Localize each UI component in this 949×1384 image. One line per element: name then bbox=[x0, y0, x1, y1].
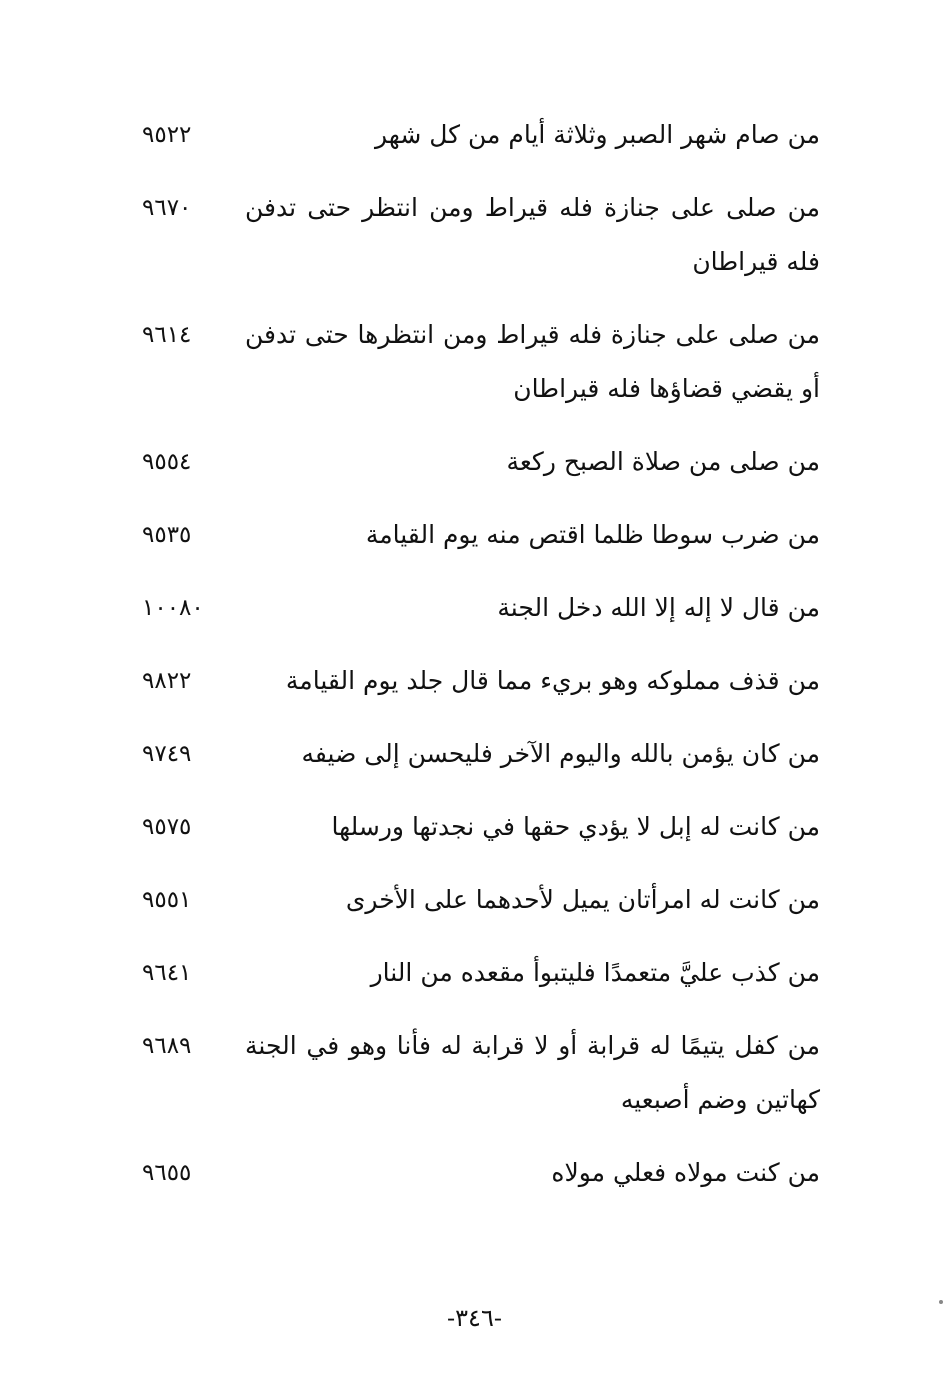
hadith-text: من كانت له إبل لا يؤدي حقها في نجدتها ورسلها bbox=[331, 812, 820, 841]
index-entry bbox=[130, 873, 820, 927]
index-entry bbox=[130, 508, 820, 562]
hadith-text: من كذب عليَّ متعمدًا فليتبوأ مقعده من النار bbox=[370, 958, 820, 987]
index-entry bbox=[130, 946, 820, 1000]
hadith-text: من كفل يتيمًا له قرابة أو لا قرابة له فأنا وهو في الجنة كهاتين وضم أصبعيه bbox=[245, 1031, 820, 1114]
hadith-number: ٩٨٢٢ bbox=[142, 668, 192, 694]
hadith-number: ٩٥٥٤ bbox=[142, 449, 192, 475]
hadith-number: ٩٦٥٥ bbox=[142, 1160, 192, 1186]
hadith-text: من كان يؤمن بالله واليوم الآخر فليحسن إلى ضيفه bbox=[301, 739, 820, 768]
index-entry bbox=[130, 181, 820, 289]
hadith-number: ٩٥٢٢ bbox=[142, 122, 192, 148]
hadith-number: ٩٦٨٩ bbox=[142, 1033, 192, 1059]
hadith-text: من قال لا إله إلا الله دخل الجنة bbox=[497, 593, 820, 622]
index-entry bbox=[130, 654, 820, 708]
index-entry bbox=[130, 1146, 820, 1200]
index-entries bbox=[130, 108, 820, 1200]
index-entry bbox=[130, 308, 820, 416]
hadith-text: من صلى على جنازة فله قيراط ومن انتظرها حتى تدفن أو يقضي قضاؤها فله قيراطان bbox=[245, 320, 820, 403]
index-entry bbox=[130, 727, 820, 781]
hadith-number: ٩٥٧٥ bbox=[142, 814, 192, 840]
hadith-number: ١٠٠٨٠ bbox=[142, 595, 204, 621]
hadith-number: ٩٦١٤ bbox=[142, 322, 192, 348]
index-entry bbox=[130, 1019, 820, 1127]
hadith-text: من صام شهر الصبر وثلاثة أيام من كل شهر bbox=[375, 120, 820, 149]
page-number: -٣٤٦- bbox=[447, 1304, 502, 1332]
hadith-number: ٩٧٤٩ bbox=[142, 741, 192, 767]
hadith-number: ٩٥٥١ bbox=[142, 887, 192, 913]
index-entry bbox=[130, 581, 820, 635]
hadith-text: من كنت مولاه فعلي مولاه bbox=[551, 1158, 820, 1187]
scan-speck bbox=[939, 1300, 943, 1304]
hadith-text: من صلى على جنازة فله قيراط ومن انتظر حتى تدفن فله قيراطان bbox=[245, 193, 820, 276]
hadith-number: ٩٦٤١ bbox=[142, 960, 192, 986]
index-entry bbox=[130, 800, 820, 854]
hadith-number: ٩٥٣٥ bbox=[142, 522, 192, 548]
hadith-text: من قذف مملوكه وهو بريء مما قال جلد يوم القيامة bbox=[285, 666, 820, 695]
index-entry bbox=[130, 435, 820, 489]
index-entry bbox=[130, 108, 820, 162]
hadith-text: من ضرب سوطا ظلما اقتص منه يوم القيامة bbox=[365, 520, 820, 549]
hadith-number: ٩٦٧٠ bbox=[142, 195, 192, 221]
hadith-text: من كانت له امرأتان يميل لأحدهما على الأخرى bbox=[345, 885, 820, 914]
hadith-text: من صلى من صلاة الصبح ركعة bbox=[506, 447, 820, 476]
